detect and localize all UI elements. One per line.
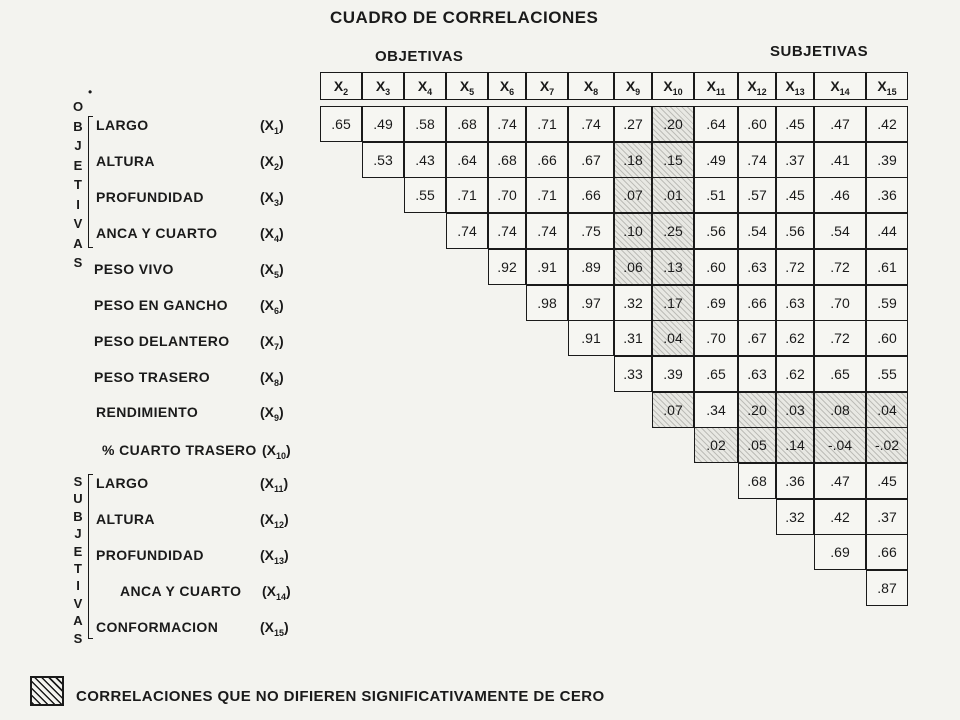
table-cell: .87	[866, 570, 908, 606]
table-cell-nonsignificant: .05	[738, 427, 776, 463]
table-cell: .63	[776, 285, 814, 321]
column-header: $X_{13}$	[776, 72, 814, 100]
table-cell: .32	[614, 285, 652, 321]
row-label: PESO TRASERO	[94, 369, 211, 385]
table-cell: .56	[694, 213, 738, 249]
table-cell: .74	[488, 213, 526, 249]
table-cell: .65	[814, 356, 866, 392]
side-label-objective-letter: I	[76, 196, 80, 212]
table-cell: .56	[776, 213, 814, 249]
table-cell: .46	[814, 177, 866, 213]
column-header: $X_3$	[362, 72, 404, 100]
column-header: $X_9$	[614, 72, 652, 100]
side-label-subjective-letter: S	[73, 474, 83, 489]
row-variable: $(X_{12})$	[260, 511, 289, 530]
table-cell: .66	[866, 534, 908, 570]
table-cell: .70	[488, 177, 526, 213]
row-variable: $(X_{11})$	[260, 475, 289, 494]
row-label: ANCA Y CUARTO	[96, 225, 218, 241]
row-variable: $(X_{13})$	[260, 547, 289, 566]
column-header: $X_{11}$	[694, 72, 738, 100]
side-label-objective-letter: E	[73, 157, 83, 173]
row-label: ALTURA	[96, 153, 155, 169]
table-cell: .64	[446, 142, 488, 178]
table-cell: .57	[738, 177, 776, 213]
table-cell: .60	[694, 249, 738, 285]
side-label-subjective-letter: I	[76, 578, 80, 594]
table-cell: .42	[814, 499, 866, 535]
side-label-subjective-letter: S	[73, 630, 83, 646]
column-header: $X_6$	[488, 72, 526, 100]
table-cell: .67	[738, 320, 776, 356]
table-cell: .62	[776, 356, 814, 392]
side-label-subjective-letter: A	[73, 613, 83, 629]
table-cell: .71	[526, 177, 568, 213]
row-variable: $(X_8)$	[260, 369, 284, 388]
table-cell: .66	[526, 142, 568, 178]
table-cell: .43	[404, 142, 446, 178]
table-cell: .74	[738, 142, 776, 178]
row-variable: $(X_6)$	[260, 297, 284, 316]
table-cell: .59	[866, 285, 908, 321]
side-label-subjective-letter: V	[73, 595, 83, 611]
side-label-subjective-letter: J	[74, 526, 82, 542]
table-cell: .27	[614, 106, 652, 142]
table-cell-nonsignificant: .17	[652, 285, 694, 321]
table-cell: .45	[776, 177, 814, 213]
table-cell: .71	[526, 106, 568, 142]
row-label: PESO VIVO	[94, 261, 174, 277]
group-label-subjective: SUBJETIVAS	[770, 43, 869, 60]
row-variable: $(X_7)$	[260, 333, 284, 352]
table-cell-nonsignificant: .20	[738, 392, 776, 428]
row-label: LARGO	[96, 117, 149, 133]
column-header: $X_{12}$	[738, 72, 776, 100]
table-cell: .49	[694, 142, 738, 178]
row-label: ALTURA	[96, 511, 155, 527]
column-header: $X_{15}$	[866, 72, 908, 100]
side-label-objective-letter: B	[73, 118, 83, 134]
side-label-subjective-letter: U	[73, 491, 83, 507]
table-cell: .65	[694, 356, 738, 392]
table-cell: .62	[776, 320, 814, 356]
table-cell: .63	[738, 356, 776, 392]
group-label-objective: OBJETIVAS	[375, 48, 464, 65]
column-header: $X_{10}$	[652, 72, 694, 100]
table-cell: .64	[694, 106, 738, 142]
table-cell-nonsignificant: .20	[652, 106, 694, 142]
column-header: $X_5$	[446, 72, 488, 100]
table-cell: .69	[694, 285, 738, 321]
row-variable: $(X_{10})$	[262, 442, 291, 461]
table-cell: .37	[776, 142, 814, 178]
table-cell: .54	[738, 213, 776, 249]
table-cell: .32	[776, 499, 814, 535]
table-cell: .47	[814, 106, 866, 142]
column-header: $X_2$	[320, 72, 362, 100]
side-label-objective-letter: V	[73, 216, 83, 231]
side-label-subjective-letter: E	[73, 543, 83, 559]
table-cell: .33	[614, 356, 652, 392]
table-cell: .51	[694, 177, 738, 213]
table-cell: .44	[866, 213, 908, 249]
table-cell: .47	[814, 463, 866, 499]
table-cell-nonsignificant: -.04	[814, 427, 866, 463]
row-label: PESO EN GANCHO	[94, 297, 228, 313]
table-cell: .91	[568, 320, 614, 356]
table-cell-nonsignificant: -.02	[866, 427, 908, 463]
table-cell: .74	[446, 213, 488, 249]
speck-mark: •	[88, 85, 93, 99]
row-label: % CUARTO TRASERO	[102, 442, 257, 458]
table-cell: .68	[446, 106, 488, 142]
side-label-objective-letter: J	[74, 138, 82, 153]
legend-hatch-swatch	[30, 676, 64, 706]
table-cell: .75	[568, 213, 614, 249]
table-cell: .45	[866, 463, 908, 499]
table-cell: .37	[866, 499, 908, 535]
table-cell-nonsignificant: .13	[652, 249, 694, 285]
side-label-objective-letter: A	[73, 235, 83, 251]
row-variable: $(X_1)$	[260, 117, 284, 136]
table-cell: .34	[694, 392, 738, 428]
table-cell: .74	[568, 106, 614, 142]
column-header: $X_8$	[568, 72, 614, 100]
row-variable: $(X_{15})$	[260, 619, 289, 638]
row-label: PESO DELANTERO	[94, 333, 230, 349]
row-label: CONFORMACION	[96, 619, 219, 635]
table-cell-nonsignificant: .25	[652, 213, 694, 249]
table-cell: .92	[488, 249, 526, 285]
table-cell: .72	[814, 249, 866, 285]
table-cell: .60	[866, 320, 908, 356]
row-label: RENDIMIENTO	[96, 404, 199, 420]
side-label-subjective-letter: T	[74, 561, 82, 576]
table-cell-nonsignificant: .04	[652, 320, 694, 356]
table-cell: .74	[526, 213, 568, 249]
table-cell: .58	[404, 106, 446, 142]
table-cell: .71	[446, 177, 488, 213]
table-cell: .54	[814, 213, 866, 249]
table-cell: .74	[488, 106, 526, 142]
table-cell-nonsignificant: .08	[814, 392, 866, 428]
table-cell: .63	[738, 249, 776, 285]
table-cell: .42	[866, 106, 908, 142]
bracket-subjective	[88, 474, 93, 639]
row-variable: $(X_2)$	[260, 153, 284, 172]
legend-text: CORRELACIONES QUE NO DIFIEREN SIGNIFICATIVAMENTE DE CERO	[76, 688, 605, 705]
table-cell: .67	[568, 142, 614, 178]
table-cell: .72	[814, 320, 866, 356]
page-title: CUADRO DE CORRELACIONES	[330, 8, 599, 27]
table-cell: .39	[866, 142, 908, 178]
table-cell: .53	[362, 142, 404, 178]
table-cell: .68	[738, 463, 776, 499]
table-cell: .72	[776, 249, 814, 285]
table-cell: .31	[614, 320, 652, 356]
table-cell: .55	[866, 356, 908, 392]
row-label: ANCA Y CUARTO	[120, 583, 242, 599]
row-label: PROFUNDIDAD	[96, 189, 204, 205]
table-cell: .60	[738, 106, 776, 142]
column-header: $X_7$	[526, 72, 568, 100]
table-cell: .49	[362, 106, 404, 142]
side-label-objective-letter: T	[74, 177, 82, 192]
table-cell: .68	[488, 142, 526, 178]
table-cell-nonsignificant: .06	[614, 249, 652, 285]
row-variable: $(X_5)$	[260, 261, 284, 280]
row-variable: $(X_{14})$	[262, 583, 291, 602]
table-cell: .97	[568, 285, 614, 321]
correlation-table	[320, 72, 940, 612]
row-label: PROFUNDIDAD	[96, 547, 204, 563]
table-cell: .70	[814, 285, 866, 321]
table-cell: .55	[404, 177, 446, 213]
column-header: $X_4$	[404, 72, 446, 100]
side-label-objective-letter: O	[72, 99, 84, 114]
table-cell: .69	[814, 534, 866, 570]
table-cell-nonsignificant: .04	[866, 392, 908, 428]
table-cell: .41	[814, 142, 866, 178]
table-cell: .66	[568, 177, 614, 213]
table-cell-nonsignificant: .07	[614, 177, 652, 213]
row-variable: $(X_3)$	[260, 189, 284, 208]
table-cell-nonsignificant: .15	[652, 142, 694, 178]
table-cell: .45	[776, 106, 814, 142]
table-cell: .98	[526, 285, 568, 321]
row-variable: $(X_4)$	[260, 225, 284, 244]
table-cell: .36	[776, 463, 814, 499]
table-cell: .61	[866, 249, 908, 285]
table-cell: .70	[694, 320, 738, 356]
table-cell-nonsignificant: .02	[694, 427, 738, 463]
row-variable: $(X_9)$	[260, 404, 284, 423]
table-cell-nonsignificant: .18	[614, 142, 652, 178]
table-cell: .36	[866, 177, 908, 213]
table-cell: .91	[526, 249, 568, 285]
table-cell: .39	[652, 356, 694, 392]
bracket-objective	[88, 116, 93, 248]
table-cell: .89	[568, 249, 614, 285]
table-cell-nonsignificant: .10	[614, 213, 652, 249]
side-label-objective-letter: S	[73, 255, 83, 270]
table-cell: .65	[320, 106, 362, 142]
table-cell: .66	[738, 285, 776, 321]
table-cell-nonsignificant: .14	[776, 427, 814, 463]
column-header: $X_{14}$	[814, 72, 866, 100]
row-label: LARGO	[96, 475, 149, 491]
table-cell-nonsignificant: .03	[776, 392, 814, 428]
table-cell-nonsignificant: .01	[652, 177, 694, 213]
table-cell-nonsignificant: .07	[652, 392, 694, 428]
side-label-subjective-letter: B	[73, 508, 83, 524]
